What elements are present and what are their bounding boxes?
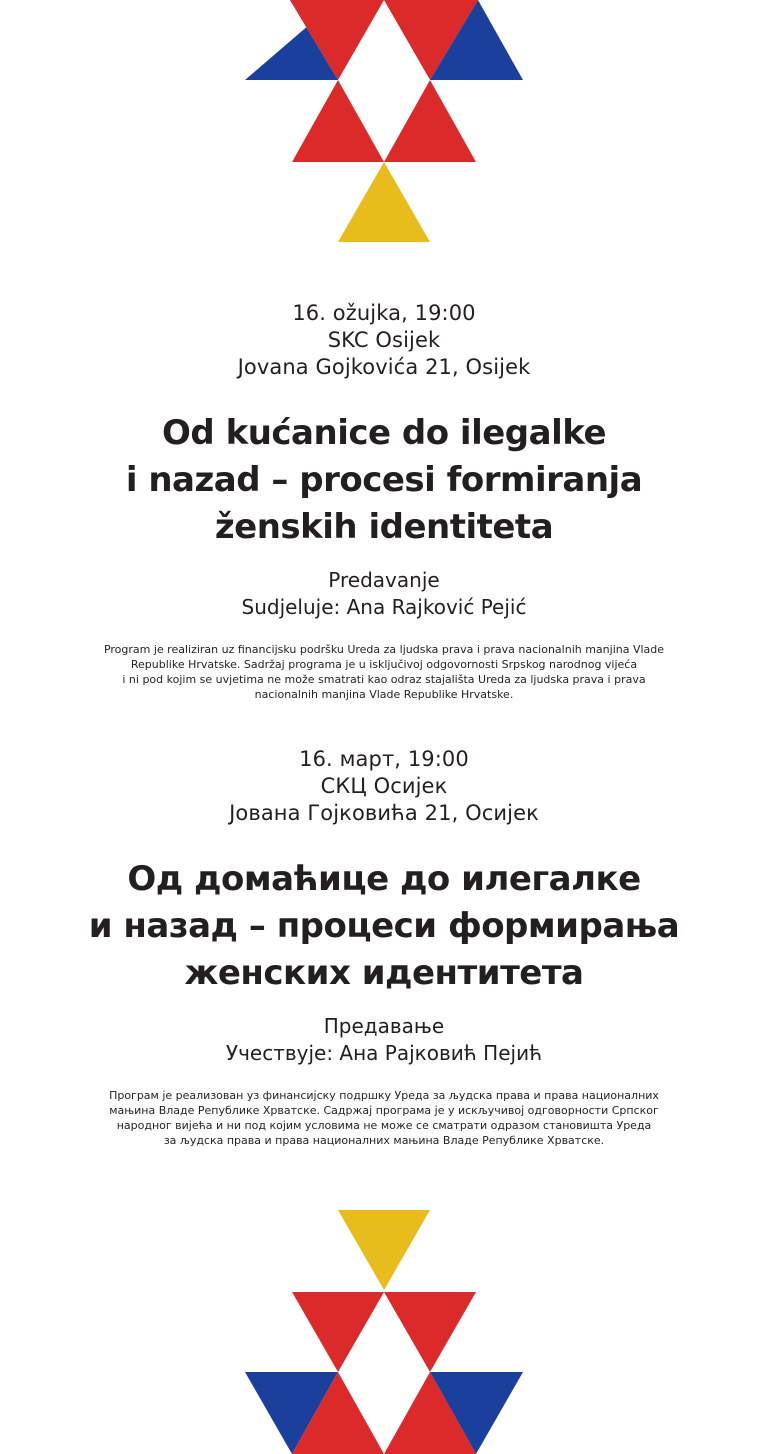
cyrillic-title (0, 856, 768, 997)
top-triangle-yellow (338, 162, 430, 242)
latin-event-details (0, 567, 768, 621)
latin-title (0, 410, 768, 551)
bottom-triangle-ornament (0, 1200, 768, 1454)
latin-date-time: 16. ožujka, 19:00 (292, 301, 476, 325)
latin-address: Jovana Gojkovića 21, Osijek (237, 355, 531, 379)
bottom-triangle-red-mid-left (292, 1292, 384, 1372)
latin-disclaimer (0, 642, 768, 702)
cyrillic-disclaimer-line: за људска права и права националних мањина Владе Републике Хрватске. (163, 1134, 605, 1147)
latin-participant: Sudjeluje: Ana Rajković Pejić (241, 595, 527, 619)
latin-info-block (0, 300, 768, 381)
latin-disclaimer-line: Republike Hrvatske. Sadržaj programa je u isključivoj odgovornosti Srpskog narodnog vijeća (130, 658, 638, 671)
cyrillic-address: Јована Гојковића 21, Осијек (229, 801, 539, 825)
top-triangle-red-mid-left (292, 80, 384, 162)
latin-title-line: ženskih identiteta (214, 507, 554, 547)
cyrillic-venue: СКЦ Осијек (320, 774, 448, 798)
cyrillic-info-block (0, 746, 768, 827)
cyrillic-disclaimer-line: народног вијећа и ни под којим условима не може се сматрати одразом становишта Уреда (116, 1119, 652, 1132)
cyrillic-title-line: Од домаћице до илегалке (127, 859, 641, 899)
latin-disclaimer-line: Program je realiziran uz financijsku podršku Ureda za ljudska prava i prava nacionalnih manjina Vlade (103, 643, 665, 656)
cyrillic-disclaimer (0, 1088, 768, 1148)
cyrillic-date-time: 16. март, 19:00 (299, 747, 469, 771)
cyrillic-event-type: Предавање (323, 1014, 445, 1038)
latin-disclaimer-line: i ni pod kojim se uvjetima ne može smatrati kao odraz stajališta Ureda za ljudska prava i prava (122, 673, 646, 686)
bottom-triangle-yellow (338, 1210, 430, 1290)
latin-title-line: Od kućanice do ilegalke (162, 413, 606, 453)
cyrillic-disclaimer-line: Програм је реализован уз финансијску подршку Уреда за људска права и права националних (109, 1089, 659, 1102)
cyrillic-participant: Учествује: Ана Рајковић Пејић (225, 1041, 543, 1065)
bottom-triangle-red-mid-right (384, 1292, 476, 1372)
top-triangle-red-mid-right (384, 80, 476, 162)
latin-event-type: Predavanje (328, 568, 440, 592)
latin-disclaimer-line: nacionalnih manjina Vlade Republike Hrvatske. (254, 688, 514, 701)
latin-title-line: i nazad – procesi formiranja (125, 460, 643, 500)
top-triangle-ornament (0, 0, 768, 250)
cyrillic-title-line: женских идентитета (184, 953, 584, 993)
latin-venue: SKC Osijek (327, 328, 441, 352)
cyrillic-title-line: и назад – процеси формирања (88, 906, 680, 946)
cyrillic-disclaimer-line: мањина Владе Републике Хрватске. Садржај програма је у искључивој одговорности Српског (109, 1104, 659, 1117)
cyrillic-event-details (0, 1013, 768, 1067)
